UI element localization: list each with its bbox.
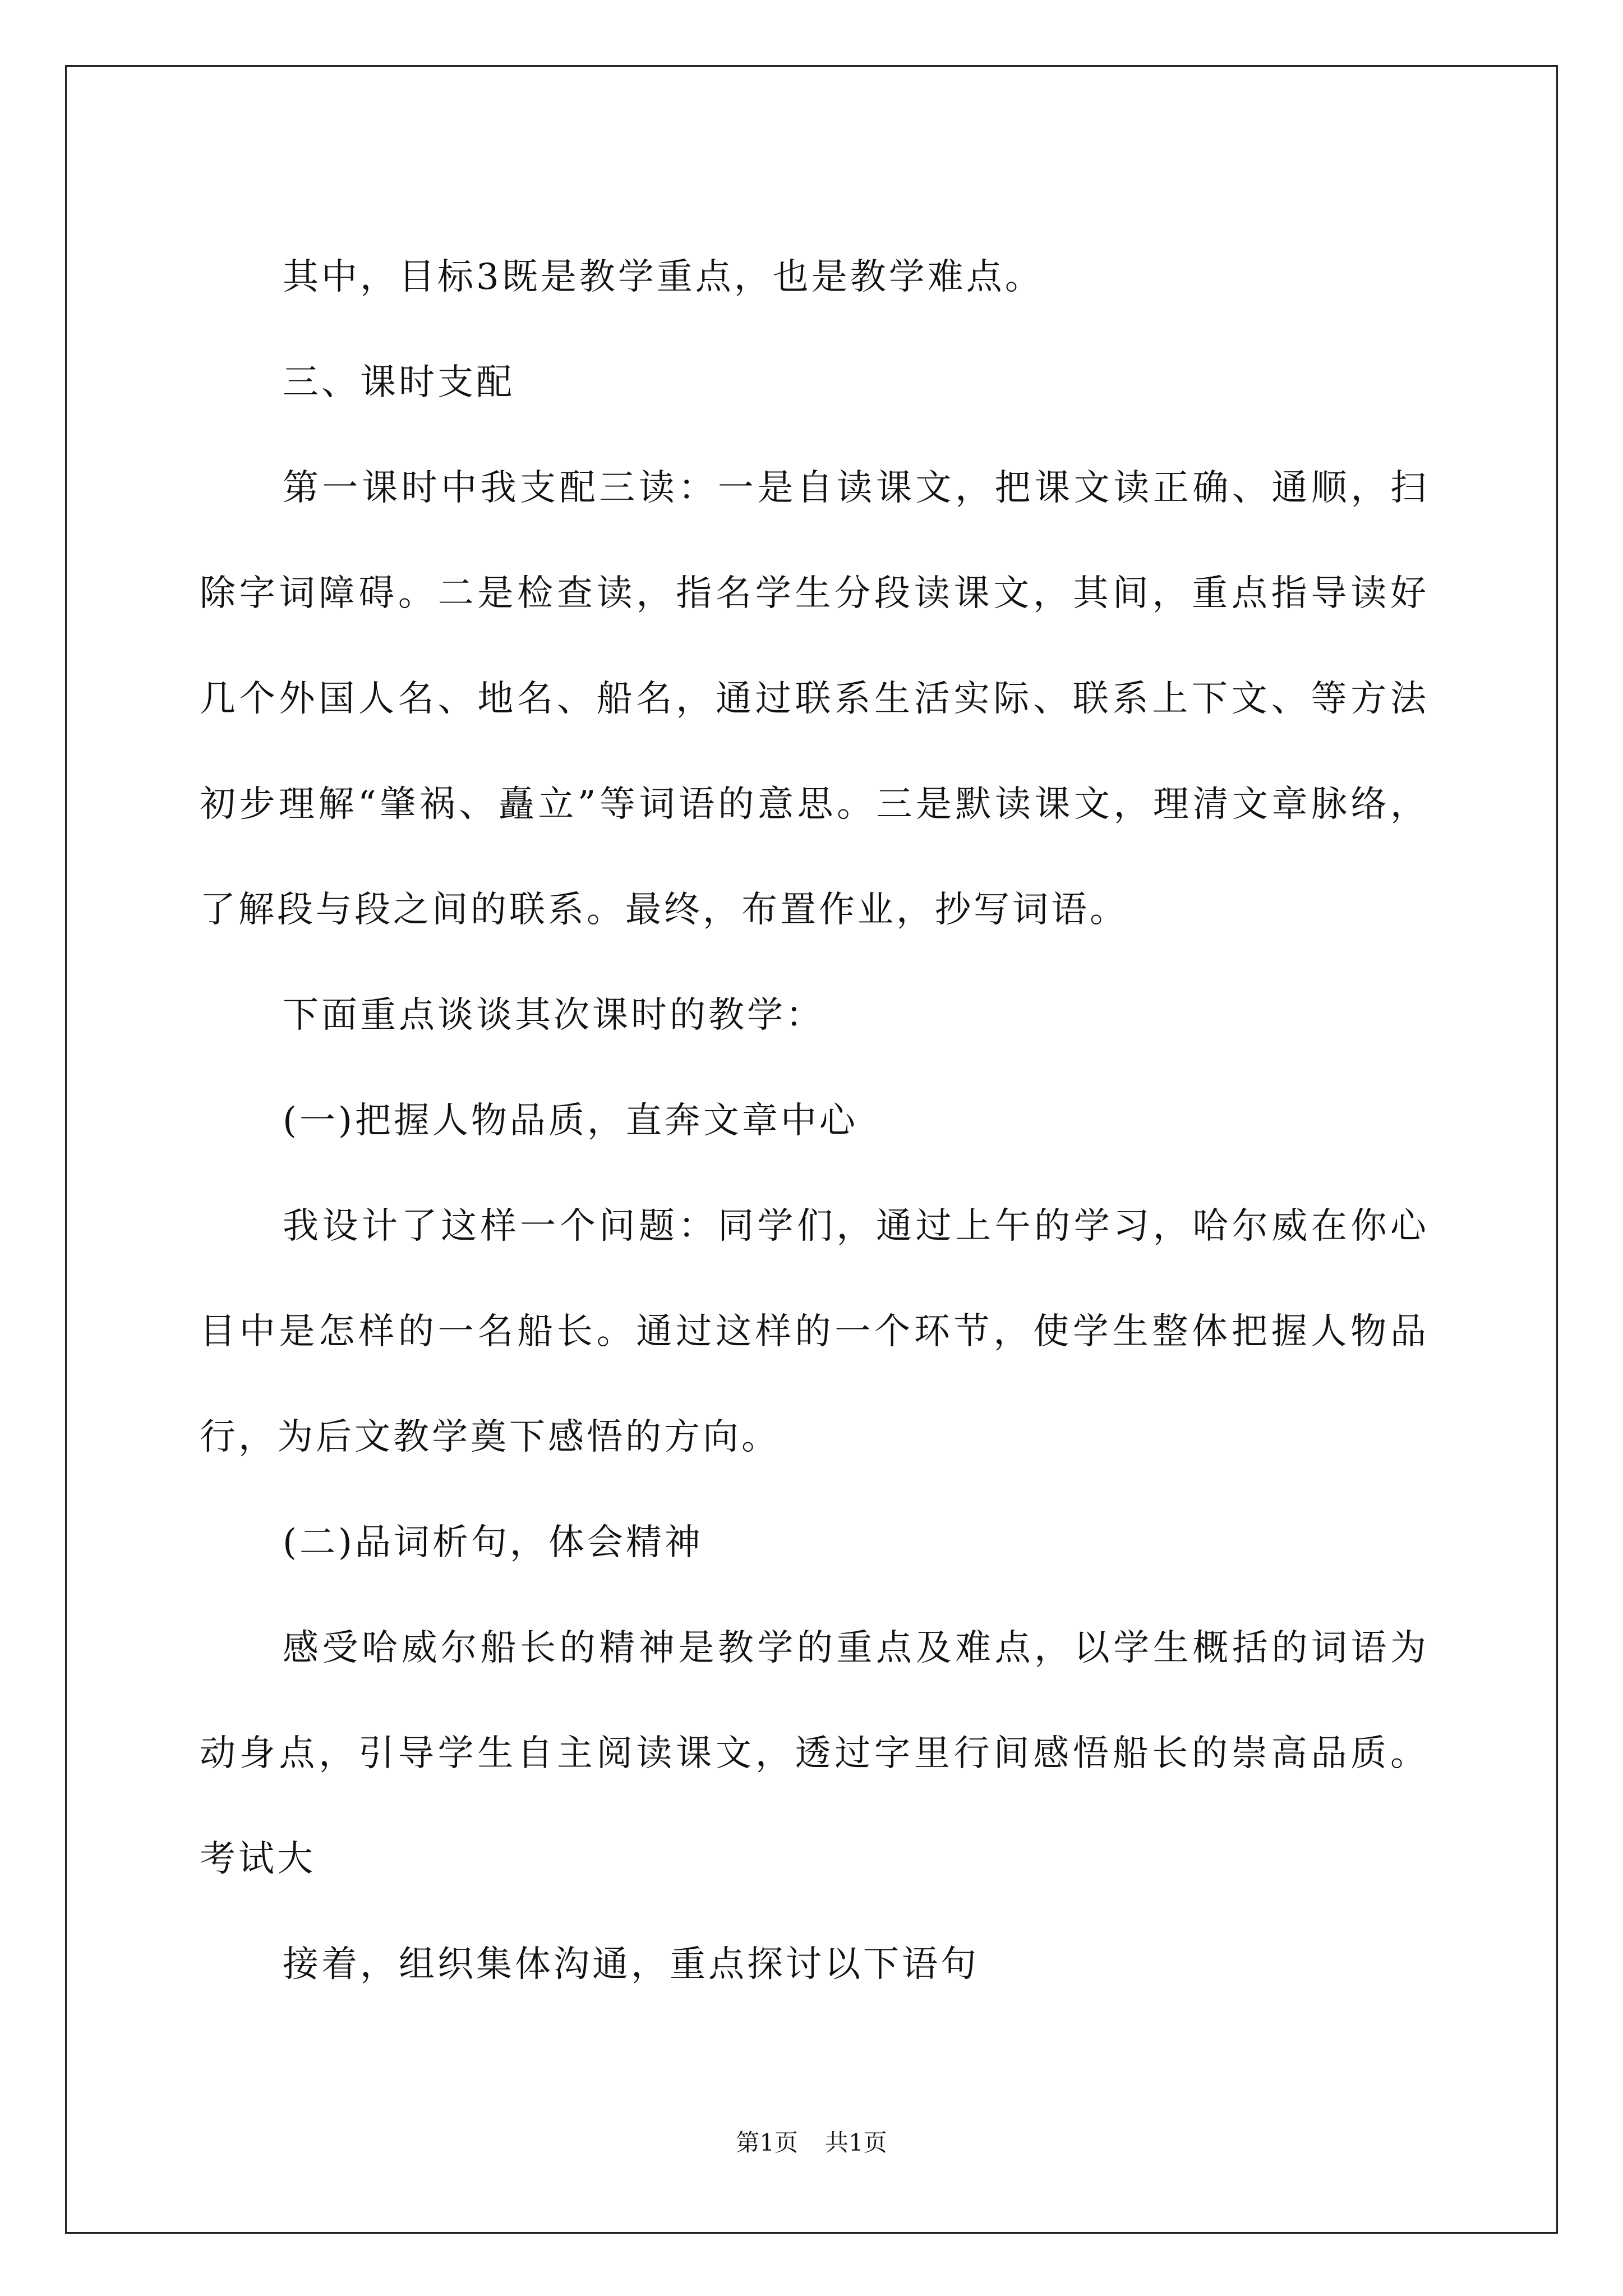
paragraph: 下面重点谈谈其次课时的教学： [283, 995, 824, 1036]
document-body [200, 224, 1429, 2017]
subsection-heading: (一)把握人物品质，直奔文章中心 [283, 1100, 858, 1142]
paragraph: 接着，组织集体沟通，重点探讨以下语句 [283, 1944, 979, 1985]
section-heading: 三、课时支配 [283, 362, 515, 403]
paragraph: 其中，目标3既是教学重点，也是教学难点。 [283, 256, 1044, 298]
page-footer [0, 2126, 1623, 2160]
page-total: 共1页 [825, 2129, 887, 2156]
paragraph: 感受哈威尔船长的精神是教学的重点及难点，以学生概括的词语为动身点，引导学生自主阅读课文，透过字里行间感悟船长的崇高品质。考试大 [200, 1627, 1429, 1880]
paragraph: 第一课时中我支配三读：一是自读课文，把课文读正确、通顺，扫除字词障碍。二是检查读，指名学生分段读课文，其间，重点指导读好几个外国人名、地名、船名，通过联系生活实际、联系上下文、等方法初步理解“肇祸、矗立”等词语的意思。三是默读课文，理清文章脉络，了解段与段之间的联系。最终，布置作业，抄写词语。 [200, 467, 1429, 931]
page-number: 第1页 [736, 2129, 798, 2156]
paragraph: 我设计了这样一个问题：同学们，通过上午的学习，哈尔威在你心目中是怎样的一名船长。通过这样的一个环节，使学生整体把握人物品行，为后文教学奠下感悟的方向。 [200, 1205, 1429, 1458]
subsection-heading: (二)品词析句，体会精神 [283, 1522, 703, 1563]
